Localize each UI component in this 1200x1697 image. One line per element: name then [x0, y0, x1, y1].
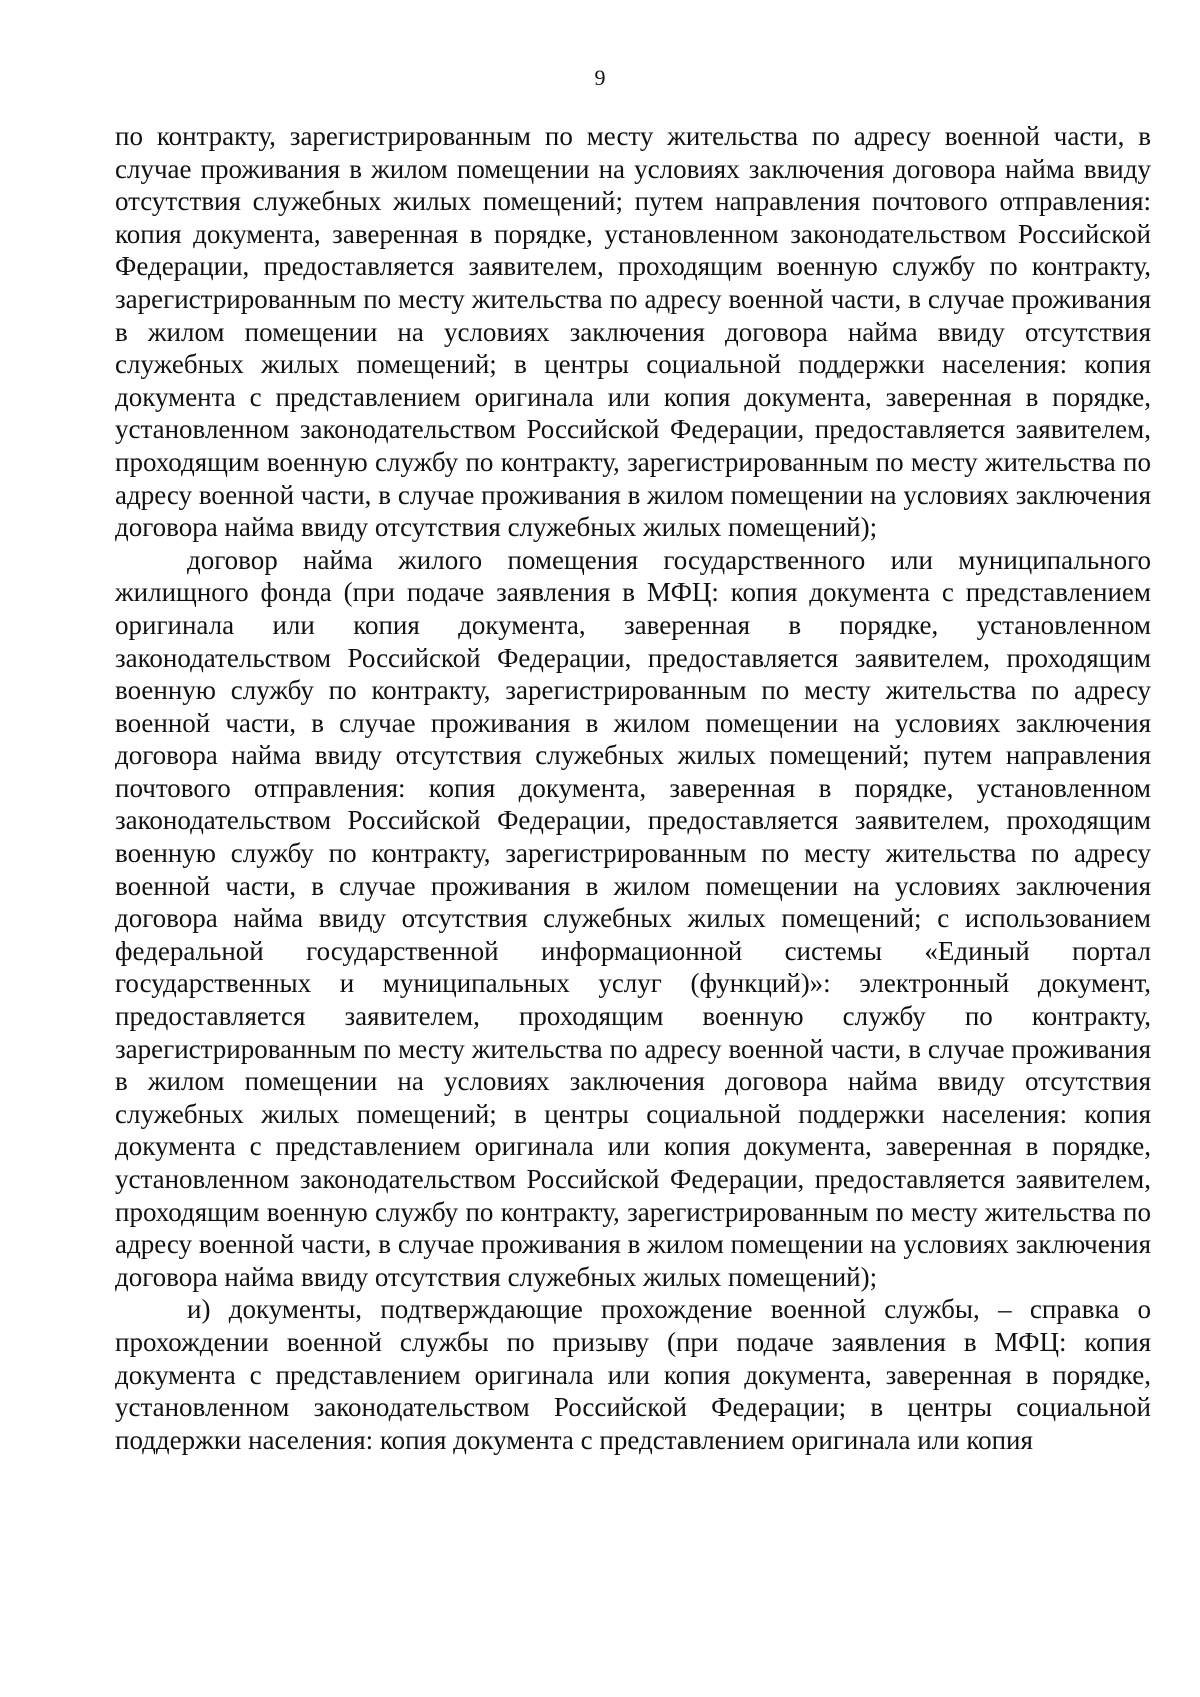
document-body	[115, 120, 1151, 1456]
paragraph-item-i-military-service: и) документы, подтверждающие прохождение военной службы, – справка о прохождении военной службы по призыву (при подаче заявления в МФЦ: копия документа с представлением оригинала или копия документа, заверенная в порядке, установленном законодательством Российской Федерации; в центры социальной поддержки населения: копия документа с представлением оригинала или копия	[115, 1294, 1151, 1455]
paragraph-continuation: по контракту, зарегистрированным по месту жительства по адресу военной части, в случае проживания в жилом помещении на условиях заключения договора найма ввиду отсутствия служебных жилых помещений; путем направления почтового отправления: копия документа, заверенная в порядке, установленном законодательством Российской Федерации, предоставляется заявителем, проходящим военную службу по контракту, зарегистрированным по месту жительства по адресу военной части, в случае проживания в жилом помещении на условиях заключения договора найма ввиду отсутствия служебных жилых помещений; в центры социальной поддержки населения: копия документа с представлением оригинала или копия документа, заверенная в порядке, установленном законодательством Российской Федерации, предоставляется заявителем, проходящим военную службу по контракту, зарегистрированным по месту жительства по адресу военной части, в случае проживания в жилом помещении на условиях заключения договора найма ввиду отсутствия служебных жилых помещений);	[115, 121, 1151, 543]
paragraph-rental-agreement: договор найма жилого помещения государственного или муниципального жилищного фонда (при подаче заявления в МФЦ: копия документа с представлением оригинала или копия документа, заверенная в порядке, установленном законодательством Российской Федерации, предоставляется заявителем, проходящим военную службу по контракту, зарегистрированным по месту жительства по адресу военной части, в случае проживания в жилом помещении на условиях заключения договора найма ввиду отсутствия служебных жилых помещений; путем направления почтового отправления: копия документа, заверенная в порядке, установленном законодательством Российской Федерации, предоставляется заявителем, проходящим военную службу по контракту, зарегистрированным по месту жительства по адресу военной части, в случае проживания в жилом помещении на условиях заключения договора найма ввиду отсутствия служебных жилых помещений; с использованием федеральной государственной информационной системы «Единый портал государственных и муниципальных услуг (функций)»: электронный документ, предоставляется заявителем, проходящим военную службу по контракту, зарегистрированным по месту жительства по адресу военной части, в случае проживания в жилом помещении на условиях заключения договора найма ввиду отсутствия служебных жилых помещений; в центры социальной поддержки населения: копия документа с представлением оригинала или копия документа, заверенная в порядке, установленном законодательством Российской Федерации, предоставляется заявителем, проходящим военную службу по контракту, зарегистрированным по месту жительства по адресу военной части, в случае проживания в жилом помещении на условиях заключения договора найма ввиду отсутствия служебных жилых помещений);	[115, 544, 1151, 1292]
page-number: 9	[594, 65, 606, 90]
